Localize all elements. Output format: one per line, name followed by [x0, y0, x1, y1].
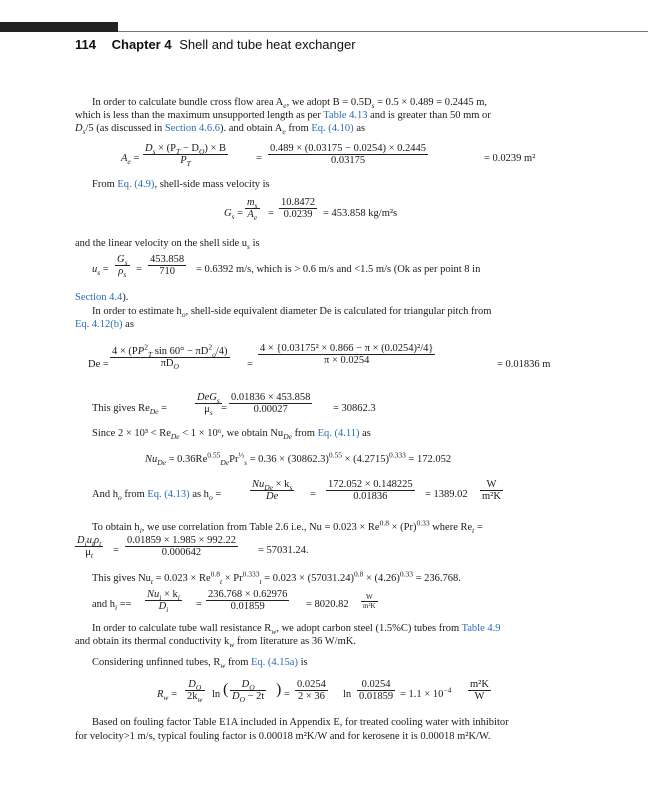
fouling-line1: Based on fouling factor Table E1A included in Appendix E, for treated cooling water with inhibitor [92, 717, 509, 728]
rw-line3: Considering unfinned tubes, $R_w$ from Eq. (4.15a) is [92, 657, 308, 671]
para1-line2: which is less than the maximum unsupported length as per Table 4.13 and is greater than 50 mm or [75, 110, 491, 121]
rw-values-fraction-1: $\frac{0.0254}{2 \times 36}$ [297, 679, 326, 702]
ho-fraction: $Nu_{De} \times k_s$ De [252, 479, 293, 502]
ho-values-fraction: $\frac{172.052 \times 0.148225}{0.01836}$ [328, 479, 413, 502]
rw-lhs: $R_w$ = [157, 689, 177, 703]
page-number: 114 [75, 37, 96, 52]
eq-4-10-link[interactable]: Eq. (4.10) [311, 123, 354, 134]
ret-fraction: $D_iu_t\rho_t$ $\mu_t$ [77, 535, 102, 561]
re-lhs: This gives $Re_{De}$ = [92, 403, 168, 417]
para1-line1: In order to calculate bundle cross flow area $A_e$, we adopt $B = 0.5D_s = 0.5 \times 0.489 = 0.2445$ m, [92, 97, 488, 111]
nut-line: This gives $Nu_t = 0.023 \times Re^{0.8}_t \times Pr^{0.333}_t = 0.023 \times (57031.24)^{0.8} \times (4.26)^{0.33} = 236.768$. [92, 569, 461, 587]
hi-unit: $\frac{W}{\text{m²K}}$ [363, 593, 376, 610]
rw-values-fraction-2: $\frac{0.0254}{0.01859}$ [359, 679, 394, 702]
from-eq-4-9: From Eq. (4.9), shell-side mass velocity is [92, 179, 270, 190]
ho-result: = 1389.02 [425, 489, 468, 500]
ae-result: = 0.0239 m² [484, 153, 536, 164]
running-header [75, 37, 356, 52]
rw-result: = $1.1 \times 10^{-4}$ [400, 685, 452, 700]
ae-values-fraction: $\frac{0.489 \times (0.03175 - 0.0254) \times 0.2445}{0.03175}$ [270, 143, 427, 166]
re-result: = 30862.3 [333, 403, 376, 414]
chapter-title: Shell and tube heat exchanger [179, 37, 356, 52]
section-4-6-6-link[interactable]: Section 4.6.6 [164, 123, 220, 134]
hi-lhs: and $h_i$ == [92, 599, 132, 613]
gs-result: = 453.858 kg/m²s [323, 208, 398, 219]
ret-values-fraction: $\frac{0.01859 \times 1.985 \times 992.22}{0.000642}$ [127, 535, 236, 558]
rw-line1: In order to calculate tube wall resistance $R_w$, we adopt carbon steel (1.5%C) tubes from Table 4.9 [92, 623, 501, 637]
section-4-4-link[interactable]: Section 4.4 [75, 292, 123, 303]
eq-4-11-link[interactable]: Eq. (4.11) [317, 428, 360, 439]
para1-line3: $D_s/5$ (as discussed in Section 4.6.6). and obtain $A_e$ from Eq. (4.10) as [75, 123, 366, 137]
para2-line1: In order to estimate $h_o$, shell-side equivalent diameter De is calculated for triangular pitch from [92, 306, 492, 320]
ho-lhs: And $h_o$ from Eq. (4.13) as $h_o$ = [92, 489, 222, 503]
de-values-fraction: $\frac{\text{4 × \{0.03175² × 0.866 − π × (0.0254)²/4\}}}{\pi \times 0.0254}$ [260, 343, 434, 366]
us-fraction: $\frac{G_s}{\rho_s}$ [117, 254, 128, 280]
para2-line2: Eq. 4.12(b) as [75, 319, 134, 330]
chapter-label: Chapter 4 [111, 37, 172, 52]
linear-velocity-text: and the linear velocity on the shell side $u_s$ is [75, 238, 260, 252]
hi-result: = 8020.82 [306, 599, 349, 610]
section-4-4-line: Section 4.4). [75, 292, 129, 303]
gs-fraction: $\frac{m_s}{A_e}$ [247, 197, 258, 223]
rw-line2: and obtain its thermal conductivity $k_w$ from literature as 36 W/mK. [75, 636, 356, 650]
ret-result: = 57031.24. [258, 545, 309, 556]
ae-fraction: $\frac{D_s \times (P_T - D_O) \times B}{P_T}$ [145, 143, 227, 169]
since-line: Since $2 \times 10^3 < Re_{De} < 1 \times 10^6$, we obtain $Nu_{De}$ from Eq. (4.11) as [92, 428, 371, 442]
eq-4-15a-link[interactable]: Eq. (4.15a) [251, 657, 298, 668]
us-values-fraction: $\frac{453.858}{710}$ [150, 254, 185, 277]
hi-values-fraction: $\frac{236.768 \times 0.62976}{0.01859}$ [208, 589, 288, 612]
hi-fraction: $Nu_i \times k_i$ $D_i$ [147, 589, 180, 615]
de-result: = 0.01836 m [497, 359, 551, 370]
hi-intro-line: To obtain $h_i$, we use correlation from Table 2.6 i.e., $Nu = 0.023 \times Re^{0.8} \times (Pr)^{0.33}$ where $Re_t$ = [92, 518, 483, 536]
re-values-fraction: $\frac{0.01836 \times 453.858}{0.00027}$ [231, 392, 311, 415]
rw-fraction-1: $\frac{D_O}{2k_w}$ [187, 679, 203, 705]
table-4-13-link[interactable]: Table 4.13 [323, 110, 368, 121]
us-lhs: $u_s$ = [92, 264, 109, 278]
de-lhs: De = [88, 359, 109, 370]
table-4-9-link[interactable]: Table 4.9 [461, 623, 501, 634]
re-fraction: DeG$_s$ $\mu_s$ [197, 392, 220, 418]
eq-4-12b-link[interactable]: Eq. 4.12(b) [75, 319, 123, 330]
de-fraction: $4 \times (PP^2_T$ $\sin 60^\circ - \pi D^2_o/4$) $\pi D_O$ [112, 342, 228, 372]
eq-4-13-link[interactable]: Eq. (4.13) [147, 489, 190, 500]
gs-lhs: $G_s$ = [224, 208, 244, 222]
gs-values-fraction: $\frac{10.8472}{0.0239}$ [281, 197, 316, 220]
header-bar [0, 22, 118, 32]
rw-unit: $\frac{\text{m²K}}{W}$ [470, 679, 489, 702]
eq-4-9-link[interactable]: Eq. (4.9) [117, 179, 155, 190]
fouling-line2: for velocity>1 m/s, typical fouling factor is 0.00018 m²K/W and for kerosene it is 0.00018 m²K/W. [75, 731, 491, 742]
rw-fraction-2: $\frac{D_O}{D_O - 2t}$ [232, 679, 265, 705]
header-rule [118, 31, 648, 32]
ho-unit: $\frac{W}{\text{m²K}}$ [482, 479, 501, 502]
nu-equation: $Nu_{De} = 0.36Re^{0.55}_{De}Pr^{\frac{1}{3}}_s = 0.36 \times (30862.3)^{0.55} \times (4.2715)^{0.333} = 172.052$ [145, 450, 452, 468]
us-result: = 0.6392 m/s, which is > 0.6 m/s and <1.5 m/s (Ok as per point 8 in [196, 264, 481, 275]
ae-lhs: $A_e$ = [121, 153, 140, 167]
